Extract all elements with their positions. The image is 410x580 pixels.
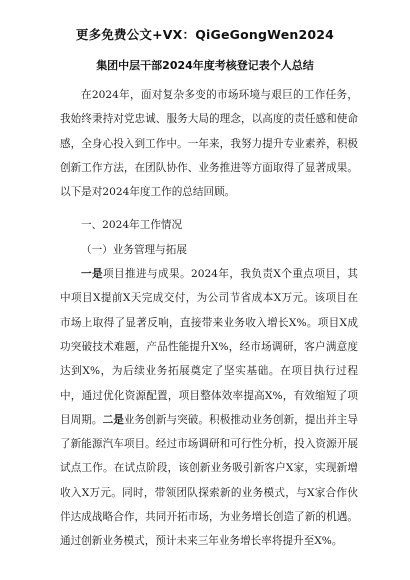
bold-lead-second: 二是 (102, 413, 124, 426)
paragraph-text-second: 业务创新与突破。积极推动业务创新，提出并主导了新能源汽车项目。经过市场调研和可行性分析，投入资源开展试点工作。在试点阶段，该创新业务吸引新客户X家，实现新增收入X万元。同时，带领团队探索新的业务模式，与X家合作伙伴达成战略合作，共同开拓市场，为业务增长创造了新的机遇。通过创新业务模式，预计未来三年业务增长率将提升至X%。 (60, 413, 359, 548)
body-paragraph (60, 262, 358, 554)
promo-banner: 更多免费公文+VX：QiGeGongWen2024 (75, 27, 335, 42)
intro-paragraph: 在2024年，面对复杂多变的市场环境与艰巨的工作任务，我始终秉持对党忠诚、服务大局的理念，以高度的责任感和使命感，全身心投入到工作中。一年来，我努力提升专业素养，积极创新工作方法，在团队协作、业务推进等方面取得了显著成果。以下是对2024年度工作的总结回顾。 (60, 89, 358, 199)
bold-lead-first: 一是 (81, 268, 104, 281)
document-body (60, 83, 358, 554)
document-title: 集团中层干部2024年度考核登记表个人总结 (96, 59, 314, 72)
section-heading: 一、2024年工作情况 (81, 219, 183, 232)
paragraph-text-first: 项目推进与成果。2024年，我负责X个重点项目，其中项目X提前X天完成交付，为公司节省成本X万元。该项目在市场上取得了显著反响，直接带来业务收入增长X%。项目X成功突破技术难题，产品性能提升X%，经市场调研，客户满意度达到X%，为后续业务拓展奠定了坚实基础。在项目执行过程中，通过优化资源配置，项目整体效率提高X%，有效缩短了项目周期。 (60, 268, 358, 426)
subsection-heading: （一）业务管理与拓展 (81, 243, 187, 256)
